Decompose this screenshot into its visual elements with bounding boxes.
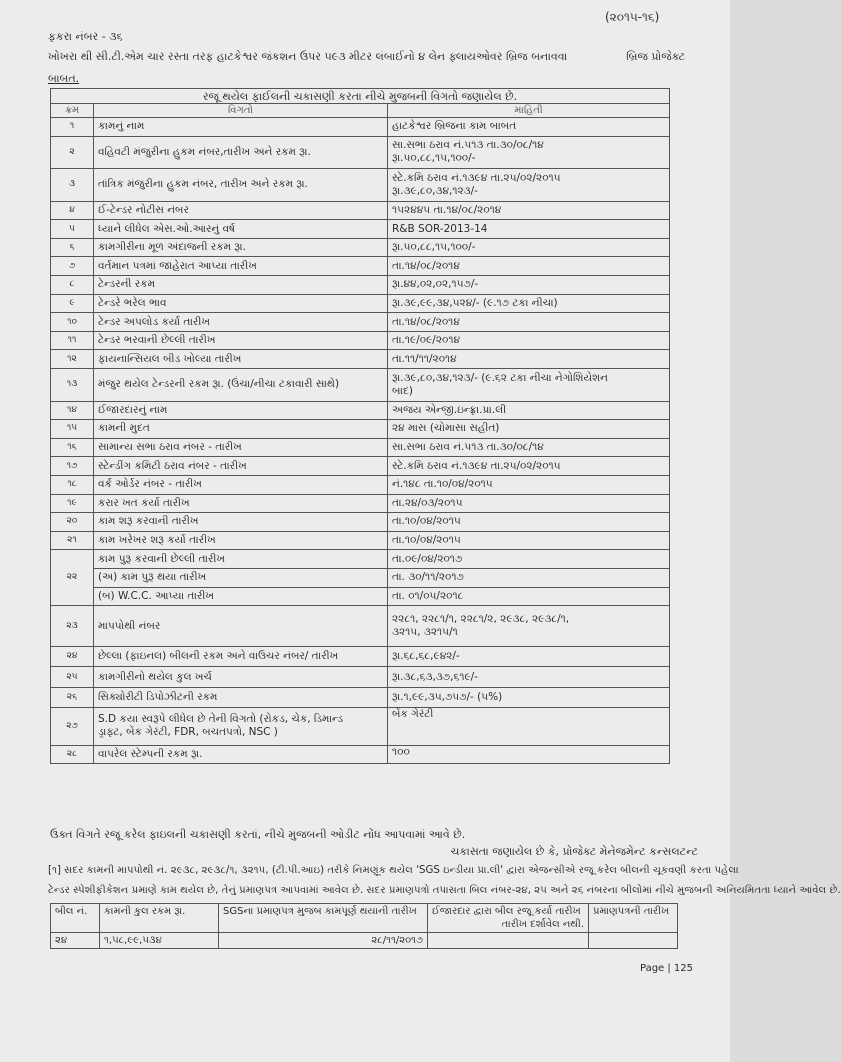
row-value-line1: ૨૨૮૧, ૨૨૮૧/૧, ૨૨૮૧/૨, ૨૯૩૮, ૨૯૩૮/૧,: [392, 613, 570, 626]
row-value: તા.૧૧/૧૧/૨૦૧૪: [388, 350, 670, 369]
table-row: [51, 169, 670, 202]
row-value: રૂા.૧,૯૯,૩૫,૭૫૭/- (૫%): [388, 687, 670, 707]
row-value: તા. ૩૦/૧૧/૨૦૧૭: [388, 568, 670, 587]
row-detail: સ્ટેન્ડીંગ કમિટી ઠરાવ નંબર - તારીખ: [94, 457, 388, 476]
row-value: સા.સભા ઠરાવ નં.૫૧૩ તા.૩૦/૦૮/૧૪: [388, 438, 670, 457]
table-row: [51, 687, 670, 707]
table-row: [51, 313, 670, 332]
row-detail: ટેન્ડરે ભરેલ ભાવ: [94, 294, 388, 313]
details-table: [50, 88, 670, 764]
bill-header-no: બીલ નં.: [51, 904, 100, 933]
bill-cert-date: [589, 933, 678, 949]
row-detail: કામની મુદત: [94, 420, 388, 439]
row-value: અજય એન્જી.ઇન્ફ્રા.પ્રા.લી: [388, 401, 670, 420]
row-value: બેંક ગેરંટી: [388, 708, 670, 745]
row-number: ૧૩: [51, 369, 94, 402]
row-detail: (બ) W.C.C. આપ્યા તારીખ: [94, 587, 388, 606]
year-number: (૨૦૧૫-૧૬): [605, 10, 660, 24]
project-label: બ્રિજ પ્રોજેક્ટ: [626, 50, 685, 63]
bill-sgs-date: ૨૮/૧૧/૨૦૧૭: [219, 933, 428, 949]
table-row: [51, 667, 670, 687]
row-value-line2: બાદ): [392, 384, 413, 397]
row-value: તા.૧૪/૦૮/૨૦૧૪: [388, 313, 670, 332]
row-value: તા.૦૯/૦૪/૨૦૧૭: [388, 550, 670, 569]
row-number: ૨૬: [51, 687, 94, 707]
row-detail: કામ ખરેખર શરૂ કર્યા તારીખ: [94, 531, 388, 550]
table-row: [51, 294, 670, 313]
bill-header-cert-date: પ્રમાણપત્રની તારીખ: [589, 904, 678, 933]
row-value: હાટકેશ્વર બ્રિજના કામ બાબત: [388, 118, 670, 137]
row-detail: તાંત્રિક મંજુરીના હુકમ નંબર, તારીખ અને રકમ રૂા.: [94, 169, 388, 202]
row-number: ૧૦: [51, 313, 94, 332]
table-row: [51, 438, 670, 457]
row-value: [388, 136, 670, 169]
row-detail: છેલ્લા (ફાઇનલ) બીલની રકમ અને વાઉચર નંબર/ તારીખ: [94, 647, 388, 667]
row-number: ૧૫: [51, 420, 94, 439]
row-number: ૧૮: [51, 475, 94, 494]
row-detail: ઈજારદારનું નામ: [94, 401, 388, 420]
table-body: [51, 118, 670, 764]
table-row: [51, 568, 670, 587]
row-detail: કરાર ખત કર્યા તારીખ: [94, 494, 388, 513]
row-number: ૪: [51, 201, 94, 220]
table-row: [51, 136, 670, 169]
row-value: [388, 369, 670, 402]
table-row: [51, 369, 670, 402]
row-value: રૂા.૪૪,૦૨,૦૨,૧૫૭/-: [388, 276, 670, 295]
row-detail: વર્ક ઓર્ડર નંબર - તારીખ: [94, 475, 388, 494]
row-value: [388, 606, 670, 647]
row-value-line1: સા.સભા ઠરાવ નં.૫૧૩ તા.૩૦/૦૮/૧૪: [392, 139, 544, 152]
table-row: [51, 201, 670, 220]
row-number: ૧૯: [51, 494, 94, 513]
table-row: [51, 238, 670, 257]
row-number: ૧૨: [51, 350, 94, 369]
header-info: માહિતી: [388, 104, 670, 118]
row-number: ૨૭: [51, 708, 94, 745]
row-value: રૂા.૬૮,૬૮,૯૪૨/-: [388, 647, 670, 667]
row-detail: કામગીરીનો થયેલ કુલ ખર્ચ: [94, 667, 388, 687]
row-detail-line2: ડ્રાફ્ટ, બેંક ગેરંટી, FDR, બચતપત્રો, NSC ): [98, 726, 278, 739]
paragraph-number: ફકરા નંબર - ૩૬: [48, 30, 123, 43]
table-row: [51, 350, 670, 369]
bill-header-submit-label: ઈજારદાર દ્વારા બીલ રજૂ કર્યા તારીખ: [432, 906, 581, 917]
row-value-line2: રૂા.૩૯,૮૦,૩૪,૧૨૩/-: [392, 184, 478, 197]
bill-header-sgs-date: SGSના પ્રમાણપત્ર મુજબ કામપૂર્ણ થયાની તારીખ: [219, 904, 428, 933]
row-number: ૯: [51, 294, 94, 313]
row-detail: કામગીરીના મૂળ અંદાજની રકમ રૂા.: [94, 238, 388, 257]
row-number: ૬: [51, 238, 94, 257]
audit-note-point-1-cont: ટેન્ડર સ્પેશીફીકેશન પ્રમાણે કામ થયેલ છે, તેનું પ્રમાણપત્ર આપવામાં આવેલ છે. સદર પ્રમાણપત્રો તપાસતા બિલ નંબર-૨૪, ૨૫ અને ૨૬ નંબરના બીલોમાં નીચે મુજબની અનિયમિતતા ધ્યાને આવેલ છે.: [48, 885, 841, 896]
table-row: [51, 745, 670, 764]
row-value: રૂા.૫૦,૮૮,૧૫,૧૦૦/-: [388, 238, 670, 257]
row-value-line1: રૂા.૩૯,૮૦,૩૪,૧૨૩/- (૯.૬૨ ટકા નીચા નેગોશિયેશન: [392, 371, 608, 384]
row-detail: વાપરેલ સ્ટેમ્પની રકમ રૂા.: [94, 745, 388, 764]
page-number: Page | 125: [640, 963, 694, 974]
row-number: ૨૧: [51, 531, 94, 550]
row-detail: કામ પુરૂ કરવાની છેલ્લી તારીખ: [94, 550, 388, 569]
row-detail: કામ શરૂ કરવાની તારીખ: [94, 513, 388, 532]
row-detail: (અ) કામ પુરૂ થયા તારીખ: [94, 568, 388, 587]
table-row: [51, 331, 670, 350]
row-value: તા.૧૪/૦૮/૨૦૧૪: [388, 257, 670, 276]
row-value: રૂા.૩૯,૯૯,૩૪,૫૨૪/- (૯.૧૭ ટકા નીચા): [388, 294, 670, 313]
row-value: નં.૧૪૮ તા.૧૦/૦૪/૨૦૧૫: [388, 475, 670, 494]
table-row: [51, 647, 670, 667]
row-detail-line1: S.D કયા સ્વરૂપે લીધેલ છે તેની વિગતો (રોકડ, ચેક, ડિમાન્ડ: [98, 713, 344, 726]
table-row: [51, 118, 670, 137]
bill-submit-date: [428, 933, 589, 949]
row-value: તા.૧૦/૦૪/૨૦૧૫: [388, 513, 670, 532]
header-detail: વિગતો: [94, 104, 388, 118]
row-number: ૨૩: [51, 606, 94, 647]
row-detail: સામાન્ય સભા ઠરાવ નંબર - તારીખ: [94, 438, 388, 457]
row-number: ૧૭: [51, 457, 94, 476]
table-row: [51, 513, 670, 532]
row-value-line1: સ્ટે.કમિ ઠરાવ નં.૧૩૯૪ તા.૨૫/૦૨/૨૦૧૫: [392, 171, 561, 184]
subject-line: ખોખરા થી સી.ટી.એમ ચાર રસ્તા તરફ હાટકેશ્વર જંકશન ઉપર ૫૯૩ મીટર લંબાઈનો ૪ લેન ફ્લાયઓવર બ્રિજ બનાવવા: [48, 50, 568, 63]
row-detail: સિક્યોરીટી ડિપોઝીટની રકમ: [94, 687, 388, 707]
row-number: ૧૧: [51, 331, 94, 350]
row-number: ૭: [51, 257, 94, 276]
row-number: ૨૨: [51, 550, 94, 606]
row-number: ૨: [51, 136, 94, 169]
row-detail: મંજુર થયેલ ટેન્ડરની રકમ રૂા. (ઉંચા/નીચા ટકાવારી સાથે): [94, 369, 388, 402]
row-value: સ્ટે.કમિ ઠરાવ નં.૧૩૯૪ તા.૨૫/૦૨/૨૦૧૫: [388, 457, 670, 476]
table-row: [51, 401, 670, 420]
row-detail: વહિવટી મંજુરીના હુકમ નંબર,તારીખ અને રકમ રૂા.: [94, 136, 388, 169]
audit-note-point-1: [૧] સદર કામની માપપોથી નં. ૨૯૩૮, ૨૯૩૮/૧, ૩૨૧૫, (ટી.પી.આઇ) તરીકે નિમણૂંક થયેલ 'SGS ઇન્ડીયા પ્રા.લી' દ્વારા એજન્સીએ રજૂ કરેલ બીલની ચૂકવણી કરતા પહેલા: [48, 865, 739, 876]
row-number: ૧૪: [51, 401, 94, 420]
row-value: તા. ૦૧/૦૫/૨૦૧૮: [388, 587, 670, 606]
row-detail: ટેન્ડર અપલોડ કર્યા તારીખ: [94, 313, 388, 332]
audit-note-line: ચકાસતા જણાયેલ છે કે, પ્રોજેક્ટ મેનેજમેન્ટ કન્સલટન્ટ: [450, 845, 698, 858]
row-value-line2: ૩૨૧૫, ૩૨૧૫/૧: [392, 626, 458, 639]
table-row: [51, 276, 670, 295]
table-row: [51, 587, 670, 606]
row-number: ૫: [51, 220, 94, 239]
bill-header-submit-note: તારીખ દર્શાવેલ નથી.: [501, 919, 584, 930]
row-value: તા.૧૦/૦૪/૨૦૧૫: [388, 531, 670, 550]
row-detail: કામનું નામ: [94, 118, 388, 137]
row-number: ૨૪: [51, 647, 94, 667]
row-detail: ધ્યાને લીધેલ એસ.ઓ.આરનું વર્ષ: [94, 220, 388, 239]
row-number: ૧૬: [51, 438, 94, 457]
row-value: તા.૨૪/૦૩/૨૦૧૫: [388, 494, 670, 513]
bill-amount: ૧,૫૮,૯૯,૫૩૪: [100, 933, 219, 949]
table-row: [51, 531, 670, 550]
row-value: R&B SOR-2013-14: [388, 220, 670, 239]
row-detail: [94, 708, 388, 745]
table-caption: રજૂ થયેલ ફાઈલની ચકાસણી કરતા નીચે મુજબની વિગતો જણાયેલ છે.: [51, 89, 670, 104]
table-row: [51, 550, 670, 569]
table-row: [51, 606, 670, 647]
row-detail: ફાયનાન્સિયલ બીડ ખોલ્યા તારીખ: [94, 350, 388, 369]
table-row: [51, 257, 670, 276]
table-row: [51, 220, 670, 239]
row-value: રૂા.૩૮,૬૩,૩૭,૬૧૯/-: [388, 667, 670, 687]
bill-header-amount: કામની કુલ રકમ રૂા.: [100, 904, 219, 933]
row-value: તા.૧૯/૦૯/૨૦૧૪: [388, 331, 670, 350]
bill-table: [50, 903, 678, 949]
bill-no: ૨૪: [51, 933, 100, 949]
row-detail: માપપોથી નંબર: [94, 606, 388, 647]
table-row: [51, 420, 670, 439]
row-number: ૨૦: [51, 513, 94, 532]
row-value: [388, 169, 670, 202]
table-row: [51, 708, 670, 745]
row-value: ૧૫૨૪૪૫ તા.૧૪/૦૮/૨૦૧૪: [388, 201, 670, 220]
table-row: [51, 494, 670, 513]
subject-tail: બાબત.: [48, 72, 80, 85]
bill-header-submit-date: [428, 904, 589, 933]
row-number: ૨૮: [51, 745, 94, 764]
row-detail: વર્તમાન પત્રમાં જાહેરાત આપ્યા તારીખ: [94, 257, 388, 276]
table-row: [51, 457, 670, 476]
row-detail: ટેન્ડરની રકમ: [94, 276, 388, 295]
row-number: ૩: [51, 169, 94, 202]
table-row: [51, 475, 670, 494]
row-value: ૨૪ માસ (ચોમાસા સહીત): [388, 420, 670, 439]
row-number: ૮: [51, 276, 94, 295]
row-number: ૨૫: [51, 667, 94, 687]
row-detail: ટેન્ડર ભરવાની છેલ્લી તારીખ: [94, 331, 388, 350]
row-value: ૧૦૦: [388, 745, 670, 764]
audit-note-intro: ઉક્ત વિગતે રજૂ કરેલ ફાઇલની ચકાસણી કરતાં, નીચે મુજબની ઓડીટ નોંધ આપવામાં આવે છે.: [50, 828, 466, 841]
row-detail: ઈ-ટેન્ડર નોટીસ નંબર: [94, 201, 388, 220]
row-value-line2: રૂા.૫૦,૮૮,૧૫,૧૦૦/-: [392, 152, 476, 165]
header-no: ક્રમ: [51, 104, 94, 118]
row-number: ૧: [51, 118, 94, 137]
